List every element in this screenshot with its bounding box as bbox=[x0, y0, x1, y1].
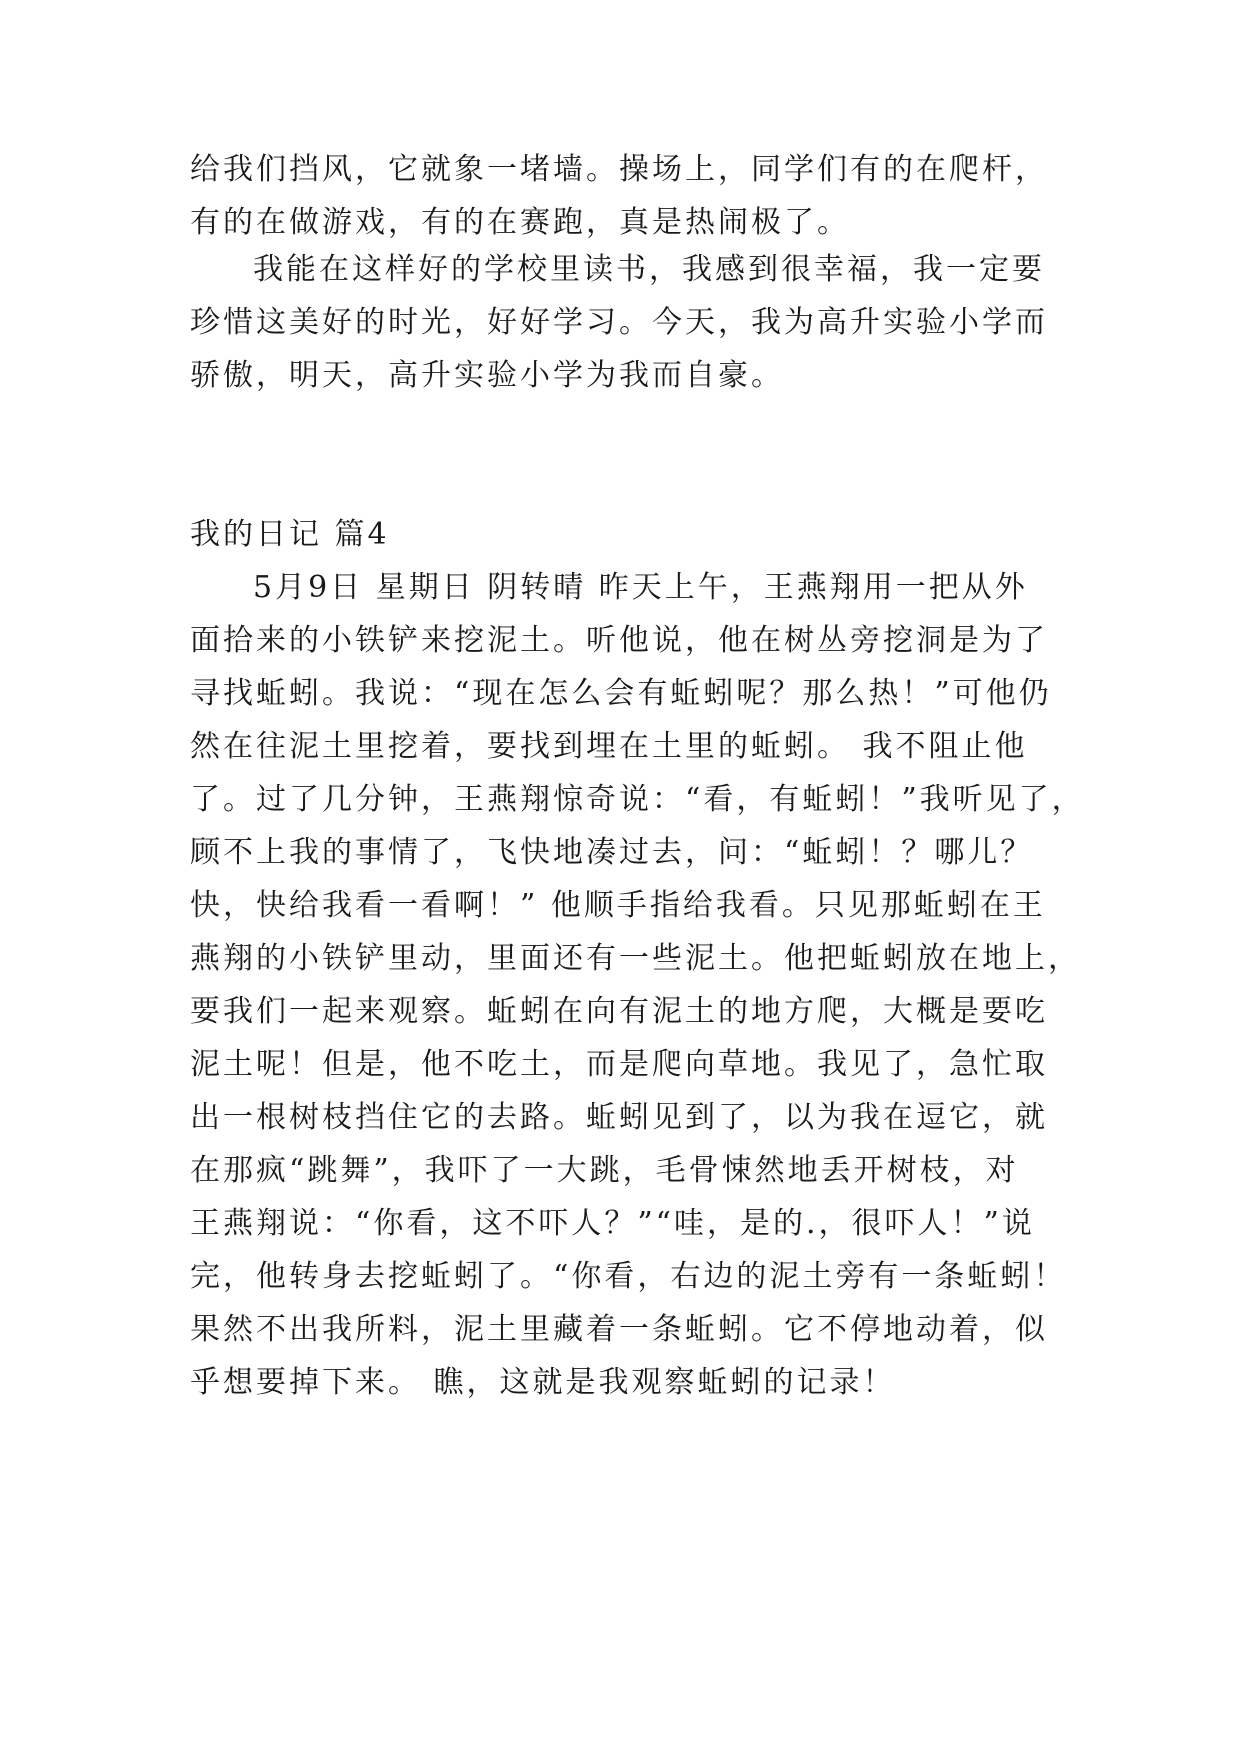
paragraph-line: 果然不出我所料，泥土里藏着一条蚯蚓。它不停地动着，似 bbox=[190, 1312, 1048, 1347]
paragraph-line: 寻找蚯蚓。我说：“现在怎么会有蚯蚓呢？那么热！”可他仍 bbox=[190, 676, 1052, 711]
paragraph-line: 王燕翔说：“你看，这不吓人？”“哇，是的.，很吓人！”说 bbox=[190, 1206, 1035, 1241]
paragraph-line: 顾不上我的事情了，飞快地凑过去，问：“蚯蚓！？哪儿？ bbox=[190, 835, 1034, 870]
paragraph-line: 面拾来的小铁铲来挖泥土。听他说，他在树丛旁挖洞是为了 bbox=[190, 623, 1048, 658]
paragraph-line: 了。过了几分钟，王燕翔惊奇说：“看，有蚯蚓！”我听见了， bbox=[190, 782, 1085, 817]
page-title: 我的日记 篇4 bbox=[190, 517, 390, 552]
paragraph-line: 5月9日 星期日 阴转晴 昨天上午，王燕翔用一把从外 bbox=[253, 570, 1028, 605]
paragraph-line: 要我们一起来观察。蚯蚓在向有泥土的地方爬，大概是要吃 bbox=[190, 994, 1048, 1029]
paragraph-line: 骄傲，明天，高升实验小学为我而自豪。 bbox=[190, 358, 784, 393]
paragraph-line: 给我们挡风，它就象一堵墙。操场上，同学们有的在爬杆， bbox=[190, 152, 1048, 187]
paragraph-line: 珍惜这美好的时光，好好学习。今天，我为高升实验小学而 bbox=[190, 305, 1048, 340]
paragraph-line: 我能在这样好的学校里读书，我感到很幸福，我一定要 bbox=[253, 252, 1045, 287]
paragraph-line: 在那疯“跳舞”，我吓了一大跳，毛骨悚然地丢开树枝，对 bbox=[190, 1153, 1019, 1188]
paragraph-line: 燕翔的小铁铲里动，里面还有一些泥土。他把蚯蚓放在地上， bbox=[190, 941, 1081, 976]
paragraph-line: 有的在做游戏，有的在赛跑，真是热闹极了。 bbox=[190, 205, 850, 240]
paragraph-line: 乎想要掉下来。 瞧，这就是我观察蚯蚓的记录！ bbox=[190, 1365, 896, 1400]
paragraph-line: 然在往泥土里挖着，要找到埋在土里的蚯蚓。 我不阻止他 bbox=[190, 729, 1028, 764]
paragraph-line: 泥土呢！但是，他不吃土，而是爬向草地。我见了，急忙取 bbox=[190, 1047, 1048, 1082]
paragraph-line: 出一根树枝挡住它的去路。蚯蚓见到了，以为我在逗它，就 bbox=[190, 1100, 1048, 1135]
paragraph-line: 快，快给我看一看啊！” 他顺手指给我看。只见那蚯蚓在王 bbox=[190, 888, 1046, 923]
paragraph-line: 完，他转身去挖蚯蚓了。“你看，右边的泥土旁有一条蚯蚓！ bbox=[190, 1259, 1067, 1294]
